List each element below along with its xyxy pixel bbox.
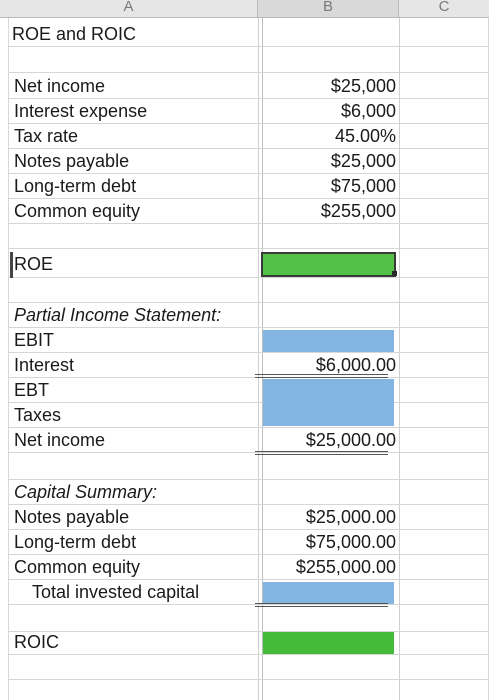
table-row[interactable] xyxy=(8,353,488,378)
income-statement-heading: Partial Income Statement: xyxy=(14,305,222,325)
capital-summary-heading: Capital Summary: xyxy=(14,482,158,502)
table-row[interactable] xyxy=(8,22,488,47)
table-row[interactable] xyxy=(8,403,488,428)
input-label: Tax rate xyxy=(14,126,79,146)
selection-indicator xyxy=(10,252,13,278)
roic-result-cell[interactable] xyxy=(263,632,394,654)
long-term-debt-value[interactable]: $75,000.00 xyxy=(305,532,396,552)
input-label: Long-term debt xyxy=(14,176,137,196)
table-row[interactable] xyxy=(8,555,488,580)
table-row[interactable] xyxy=(8,251,488,278)
table-row[interactable] xyxy=(8,530,488,555)
taxes-label: Taxes xyxy=(14,405,62,425)
table-row[interactable] xyxy=(8,455,488,480)
column-header-c-label: C xyxy=(438,0,450,15)
table-row[interactable] xyxy=(8,505,488,530)
table-row[interactable] xyxy=(8,630,488,655)
table-row[interactable] xyxy=(8,378,488,403)
table-row[interactable] xyxy=(8,174,488,199)
table-row[interactable] xyxy=(8,303,488,328)
table-row[interactable] xyxy=(8,480,488,505)
column-header-b-label: B xyxy=(322,0,333,15)
sheet-title: ROE and ROIC xyxy=(12,24,137,44)
table-row[interactable] xyxy=(8,99,488,124)
table-row[interactable] xyxy=(8,48,488,73)
total-capital-input-cell[interactable] xyxy=(263,582,394,604)
input-value[interactable]: $75,000 xyxy=(330,176,396,196)
interest-value[interactable]: $6,000.00 xyxy=(315,355,396,375)
total-capital-label: Total invested capital xyxy=(32,582,200,602)
interest-label: Interest xyxy=(14,355,75,375)
column-header-c[interactable] xyxy=(399,0,489,18)
column-header-a-label: A xyxy=(123,0,134,15)
roe-result-cell[interactable] xyxy=(263,254,394,275)
common-equity-value[interactable]: $255,000.00 xyxy=(295,557,396,577)
net-income-label: Net income xyxy=(14,430,106,450)
ebit-label: EBIT xyxy=(14,330,55,350)
table-row[interactable] xyxy=(8,149,488,174)
table-row[interactable] xyxy=(8,328,488,353)
ebit-input-cell[interactable] xyxy=(263,330,394,352)
input-label: Common equity xyxy=(14,201,141,221)
roic-label: ROIC xyxy=(14,632,59,652)
ebt-label: EBT xyxy=(14,380,50,400)
notes-payable-value[interactable]: $25,000.00 xyxy=(305,507,396,527)
input-value[interactable]: $255,000 xyxy=(320,201,396,221)
table-row[interactable] xyxy=(8,278,488,303)
table-row[interactable] xyxy=(8,199,488,224)
table-row[interactable] xyxy=(8,428,488,453)
column-header-b[interactable] xyxy=(258,0,399,18)
fill-handle[interactable] xyxy=(392,271,397,276)
common-equity-label: Common equity xyxy=(14,557,141,577)
roe-label: ROE xyxy=(14,254,54,274)
input-label: Notes payable xyxy=(14,151,130,171)
long-term-debt-label: Long-term debt xyxy=(14,532,137,552)
table-row[interactable] xyxy=(8,680,488,700)
input-value[interactable]: $25,000 xyxy=(330,76,396,96)
table-row[interactable] xyxy=(8,655,488,680)
table-row[interactable] xyxy=(8,74,488,99)
table-row[interactable] xyxy=(8,124,488,149)
table-row[interactable] xyxy=(8,580,488,605)
table-row[interactable] xyxy=(8,224,488,249)
input-value[interactable]: $25,000 xyxy=(330,151,396,171)
input-label: Interest expense xyxy=(14,101,148,121)
input-label: Net income xyxy=(14,76,106,96)
column-header-a[interactable] xyxy=(0,0,258,18)
input-value[interactable]: 45.00% xyxy=(334,126,396,146)
net-income-value[interactable]: $25,000.00 xyxy=(305,430,396,450)
input-value[interactable]: $6,000 xyxy=(340,101,396,121)
table-row[interactable] xyxy=(8,607,488,632)
notes-payable-label: Notes payable xyxy=(14,507,130,527)
